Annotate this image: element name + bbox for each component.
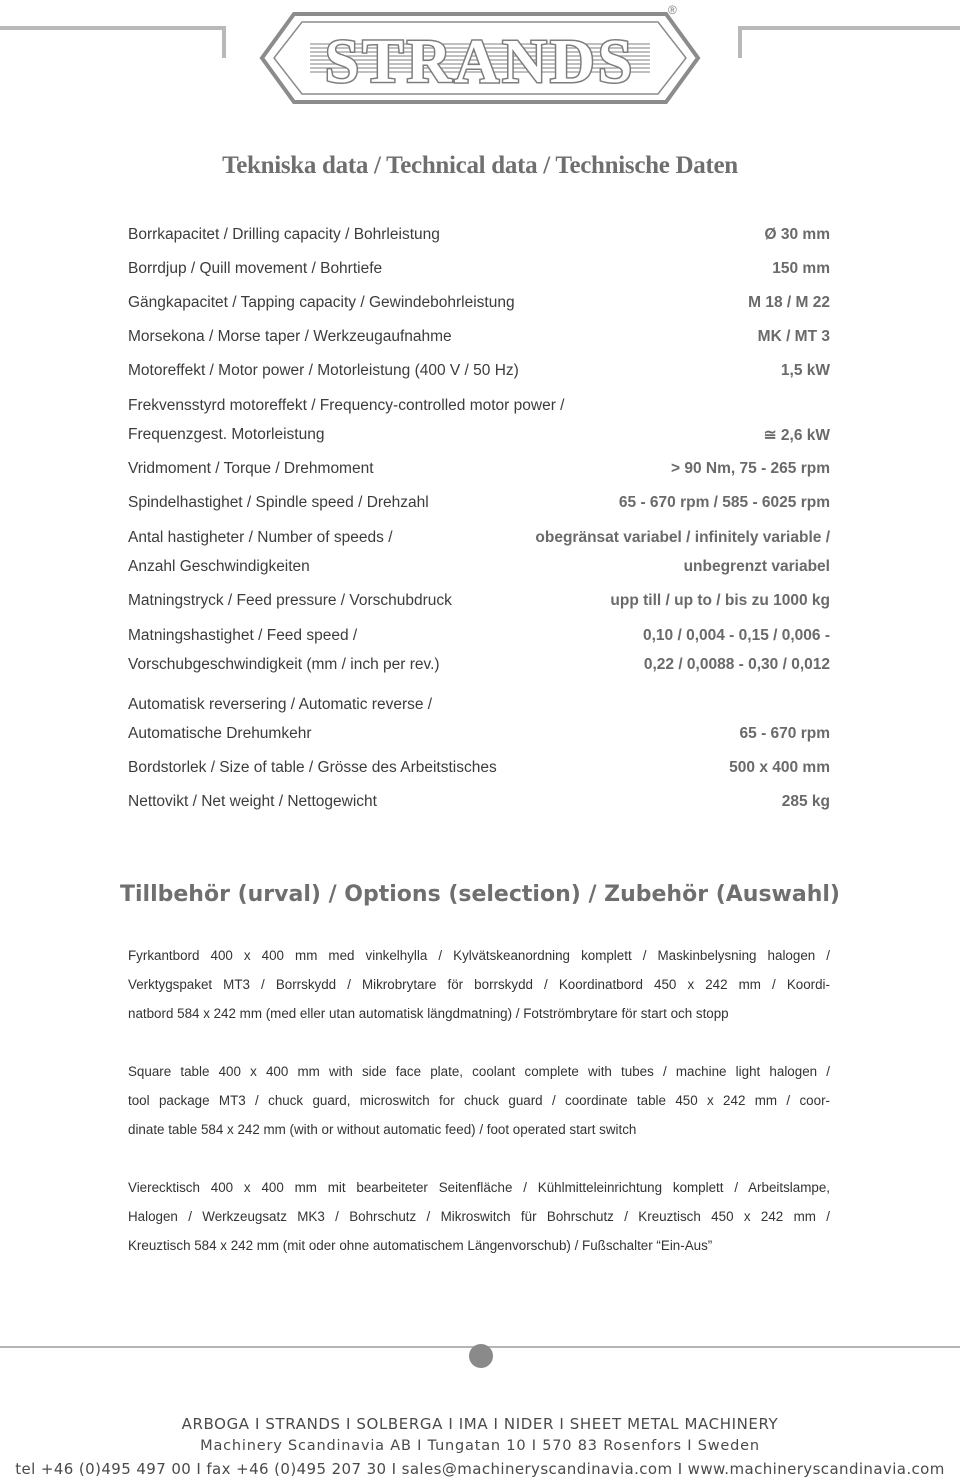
technical-data-heading: Tekniska data / Technical data / Technische Daten xyxy=(222,152,738,179)
spec-label: Motoreffekt / Motor power / Motorleistung (400 V / 50 Hz) xyxy=(128,362,519,379)
option-line: dinate table 584 x 242 mm (with or without automatic feed) / foot operated start switch xyxy=(128,1122,637,1137)
spec-label: Borrdjup / Quill movement / Bohrtiefe xyxy=(128,260,383,277)
footer-brands: ARBOGA I STRANDS I SOLBERGA I IMA I NIDER I SHEET METAL MACHINERY xyxy=(181,1415,779,1433)
spec-value: Ø 30 mm xyxy=(764,226,830,243)
spec-value: 0,22 / 0,0088 - 0,30 / 0,012 xyxy=(643,656,830,673)
spec-value: 1,5 kW xyxy=(780,362,830,379)
spec-value: 65 - 670 rpm / 585 - 6025 rpm xyxy=(618,494,830,511)
footer-company-address: Machinery Scandinavia AB I Tungatan 10 I 570 83 Rosenfors I Sweden xyxy=(200,1438,760,1454)
spec-label: Matningstryck / Feed pressure / Vorschubdruck xyxy=(128,592,452,609)
spec-value: MK / MT 3 xyxy=(757,328,830,345)
spec-label: Vorschubgeschwindigkeit (mm / inch per rev.) xyxy=(128,656,440,673)
option-line: tool package MT3 / chuck guard, microswitch for chuck guard / coordinate table 450 x 242 mm / coor- xyxy=(128,1093,830,1108)
spec-label: Anzahl Geschwindigkeiten xyxy=(128,558,310,575)
spec-label: Frequenzgest. Motorleistung xyxy=(128,426,325,443)
spec-value: > 90 Nm, 75 - 265 rpm xyxy=(671,460,830,477)
spec-label: Bordstorlek / Size of table / Grösse des Arbeitstisches xyxy=(128,759,497,776)
spec-label: Antal hastigheter / Number of speeds / xyxy=(128,529,393,546)
spec-value: 150 mm xyxy=(772,260,830,277)
spec-label: Nettovikt / Net weight / Nettogewicht xyxy=(128,793,377,810)
spec-label: Spindelhastighet / Spindle speed / Drehzahl xyxy=(128,494,429,511)
registered-mark: ® xyxy=(668,3,677,17)
top-left-corner-bracket xyxy=(0,26,226,58)
spec-value: 285 kg xyxy=(781,793,830,810)
footer-contact: tel +46 (0)495 497 00 I fax +46 (0)495 207 30 I sales@machineryscandinavia.com I www.machineryscandinavia.com xyxy=(15,1460,945,1478)
footer-dot xyxy=(469,1344,493,1368)
spec-value: unbegrenzt variabel xyxy=(683,558,830,575)
spec-label: Matningshastighet / Feed speed / xyxy=(128,627,358,644)
top-right-corner-bracket xyxy=(738,26,960,58)
spec-label: Automatische Drehumkehr xyxy=(128,725,312,742)
option-line: Vierecktisch 400 x 400 mm mit bearbeiteter Seitenfläche / Kühlmitteleinrichtung komplett / Arbeitslampe, xyxy=(128,1180,830,1195)
logo-wordmark: STRANDS xyxy=(324,28,636,96)
spec-value: 0,10 / 0,004 - 0,15 / 0,006 - xyxy=(643,627,830,644)
option-line: Halogen / Werkzeugsatz MK3 / Bohrschutz / Mikroswitch für Bohrschutz / Kreuztisch 450 x 242 mm / xyxy=(128,1209,830,1224)
spec-label: Automatisk reversering / Automatic reverse / xyxy=(128,696,433,713)
spec-value: M 18 / M 22 xyxy=(748,294,830,311)
option-line: Fyrkantbord 400 x 400 mm med vinkelhylla / Kylvätskeanordning komplett / Maskinbelysning halogen / xyxy=(128,948,830,963)
option-line: Verktygspaket MT3 / Borrskydd / Mikrobrytare för borrskydd / Koordinatbord 450 x 242 mm / Koordi- xyxy=(128,977,830,992)
spec-label: Vridmoment / Torque / Drehmoment xyxy=(128,460,374,477)
spec-value: upp till / up to / bis zu 1000 kg xyxy=(610,592,830,609)
spec-value: 500 x 400 mm xyxy=(729,759,830,776)
spec-label: Morsekona / Morse taper / Werkzeugaufnahme xyxy=(128,328,452,345)
spec-label: Borrkapacitet / Drilling capacity / Bohrleistung xyxy=(128,226,440,243)
strands-logo-graphic xyxy=(250,0,710,110)
option-line: Square table 400 x 400 mm with side face plate, coolant complete with tubes / machine light halogen / xyxy=(128,1064,830,1079)
option-line: natbord 584 x 242 mm (med eller utan automatisk längdmatning) / Fotströmbrytare för start och stopp xyxy=(128,1006,729,1021)
spec-label: Gängkapacitet / Tapping capacity / Gewindebohrleistung xyxy=(128,294,515,311)
options-heading: Tillbehör (urval) / Options (selection) / Zubehör (Auswahl) xyxy=(120,882,840,907)
strands-logo xyxy=(250,0,710,110)
option-line: Kreuztisch 584 x 242 mm (mit oder ohne automatischem Längenvorschub) / Fußschalter “Ein-Aus” xyxy=(128,1238,713,1253)
spec-label: Frekvensstyrd motoreffekt / Frequency-controlled motor power / xyxy=(128,397,565,414)
spec-value: 65 - 670 rpm xyxy=(739,725,830,742)
spec-value: ≅ 2,6 kW xyxy=(763,427,830,444)
spec-value: obegränsat variabel / infinitely variable / xyxy=(535,529,830,546)
